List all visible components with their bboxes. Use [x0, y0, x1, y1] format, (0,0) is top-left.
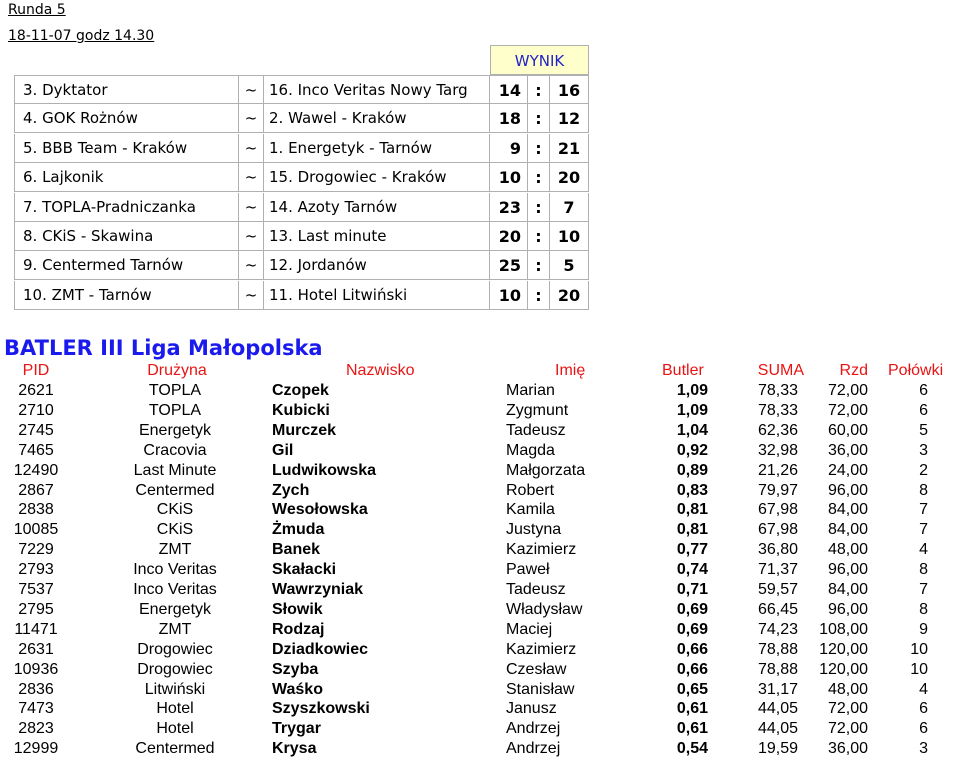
match-away-team — [264, 222, 490, 251]
match-row — [14, 251, 589, 280]
suma-cell: 44,05 — [757, 700, 798, 718]
rzd-cell: 72,00 — [827, 401, 868, 419]
match-separator: ~ — [239, 251, 264, 280]
surname-cell: Trygar — [272, 720, 321, 738]
name-cell: Zygmunt — [506, 401, 569, 419]
suma-cell: 78,33 — [757, 382, 798, 399]
team-cell: Last Minute — [133, 461, 217, 479]
pid-cell: 2793 — [18, 561, 54, 579]
match-home-score: 9 — [490, 134, 528, 163]
team-cell: CKiS — [156, 501, 194, 519]
surname-cell: Rodzaj — [272, 620, 325, 638]
match-home-score: 23 — [490, 193, 528, 222]
butler-cell: 1,09 — [676, 382, 708, 399]
polowki-cell: 5 — [919, 421, 928, 439]
butler-cell: 0,61 — [676, 700, 708, 718]
team-cell: CKiS — [156, 521, 194, 539]
match-home-team: 8. CKiS - Skawina — [14, 222, 239, 251]
match-away-score: 20 — [550, 281, 589, 310]
rzd-cell: 72,00 — [827, 720, 868, 738]
col-header-pid: PID — [22, 362, 50, 379]
match-home-score: 10 — [490, 163, 528, 192]
match-away-team — [264, 193, 490, 222]
team-cell: Energetyk — [138, 600, 212, 618]
butler-cell: 0,66 — [676, 640, 708, 658]
surname-cell: Dziadkowiec — [272, 640, 369, 658]
name-cell: Robert — [506, 481, 555, 499]
match-row — [14, 75, 589, 104]
polowki-cell: 7 — [919, 581, 928, 598]
match-home-team: 3. Dyktator — [14, 75, 239, 104]
butler-cell: 0,69 — [676, 620, 708, 638]
match-home-score: 14 — [490, 75, 528, 104]
match-separator: ~ — [239, 222, 264, 251]
pid-cell: 10936 — [13, 660, 59, 678]
name-cell: Justyna — [506, 521, 562, 539]
results-table — [14, 45, 589, 315]
butler-row — [0, 580, 960, 600]
rzd-cell: 48,00 — [827, 680, 868, 698]
match-away-team-text: 16. Inco Veritas Nowy Targ — [269, 81, 468, 99]
surname-cell: Wawrzyniak — [272, 581, 363, 598]
suma-cell: 66,45 — [757, 600, 798, 618]
col-header-team: Drużyna — [147, 362, 207, 379]
butler-row — [0, 600, 960, 620]
rzd-cell: 84,00 — [827, 501, 868, 519]
butler-cell: 0,81 — [676, 521, 708, 539]
rzd-cell: 96,00 — [827, 481, 868, 499]
name-cell: Kamila — [506, 501, 555, 519]
match-home-score: 25 — [490, 251, 528, 280]
rzd-cell: 60,00 — [827, 421, 868, 439]
surname-cell: Krysa — [272, 740, 317, 758]
match-away-score: 16 — [550, 75, 589, 104]
rzd-cell: 48,00 — [827, 541, 868, 559]
polowki-cell: 6 — [919, 700, 928, 718]
name-cell: Paweł — [506, 561, 550, 579]
pid-cell: 2631 — [18, 640, 54, 658]
name-cell: Władysław — [506, 600, 583, 618]
polowki-cell: 8 — [919, 481, 928, 499]
butler-row — [0, 500, 960, 520]
suma-cell: 78,33 — [757, 401, 798, 419]
team-cell: Centermed — [135, 481, 215, 499]
polowki-cell: 2 — [919, 461, 928, 479]
butler-row — [0, 441, 960, 461]
name-cell: Marian — [506, 382, 555, 399]
match-score-colon: : — [528, 193, 550, 222]
polowki-cell: 7 — [919, 501, 928, 519]
match-row — [14, 163, 589, 192]
match-home-team: 6. Lajkonik — [14, 163, 239, 192]
butler-cell: 0,61 — [676, 720, 708, 738]
match-row — [14, 193, 589, 222]
name-cell: Janusz — [506, 700, 557, 718]
butler-row — [0, 680, 960, 700]
suma-cell: 19,59 — [757, 740, 798, 758]
name-cell: Małgorzata — [506, 461, 586, 479]
pid-cell: 2867 — [18, 481, 54, 499]
match-away-team-text: 12. Jordanów — [269, 256, 367, 275]
pid-cell: 2710 — [18, 401, 54, 419]
match-away-team-text: 11. Hotel Litwiński — [269, 285, 408, 304]
polowki-cell: 6 — [919, 720, 928, 738]
name-cell: Stanisław — [506, 680, 575, 698]
butler-row — [0, 540, 960, 560]
team-cell: Inco Veritas — [133, 561, 217, 579]
col-header-surname: Nazwisko — [346, 362, 415, 379]
suma-cell: 74,23 — [757, 620, 798, 638]
butler-row — [0, 620, 960, 640]
suma-cell: 32,98 — [757, 441, 798, 459]
match-separator: ~ — [239, 104, 264, 133]
team-cell: Inco Veritas — [133, 581, 217, 598]
suma-cell: 36,80 — [757, 541, 798, 559]
surname-cell: Murczek — [272, 421, 337, 439]
match-score-colon: : — [528, 222, 550, 251]
butler-cell: 1,04 — [676, 421, 708, 439]
pid-cell: 7473 — [18, 700, 54, 718]
polowki-cell: 10 — [910, 660, 928, 678]
name-cell: Magda — [506, 441, 555, 459]
match-row — [14, 281, 589, 310]
match-away-team — [264, 251, 490, 280]
name-cell: Maciej — [506, 620, 553, 638]
rzd-cell: 72,00 — [827, 382, 868, 399]
polowki-cell: 8 — [919, 561, 928, 579]
surname-cell: Skałacki — [272, 561, 337, 579]
butler-row — [0, 461, 960, 481]
butler-cell: 0,65 — [676, 680, 708, 698]
pid-cell: 10085 — [13, 521, 59, 539]
butler-row — [0, 401, 960, 421]
suma-cell: 79,97 — [757, 481, 798, 499]
team-cell: Hotel — [156, 700, 194, 718]
match-home-team: 5. BBB Team - Kraków — [14, 134, 239, 163]
col-header-rzd: Rzd — [839, 362, 868, 379]
surname-cell: Gil — [272, 441, 294, 459]
team-cell: Cracovia — [143, 441, 207, 459]
suma-cell: 78,88 — [757, 660, 798, 678]
butler-row — [0, 660, 960, 680]
match-away-score: 5 — [550, 251, 589, 280]
butler-row — [0, 381, 960, 401]
suma-cell: 62,36 — [757, 421, 798, 439]
match-separator: ~ — [239, 163, 264, 192]
match-away-team — [264, 281, 490, 310]
pid-cell: 2838 — [18, 501, 54, 519]
pid-cell: 12490 — [13, 461, 59, 479]
team-cell: Litwiński — [144, 680, 206, 698]
match-away-team — [264, 75, 490, 104]
name-cell: Kazimierz — [506, 640, 577, 658]
team-cell: TOPLA — [148, 401, 202, 419]
surname-cell: Ludwikowska — [272, 461, 377, 479]
match-row — [14, 222, 589, 251]
pid-cell: 11471 — [14, 620, 58, 638]
butler-row — [0, 699, 960, 719]
rzd-cell: 36,00 — [827, 740, 868, 758]
polowki-cell: 3 — [919, 740, 928, 758]
col-header-name: Imię — [555, 362, 586, 379]
pid-cell: 7229 — [18, 541, 54, 559]
surname-cell: Szyba — [272, 660, 319, 678]
match-score-colon: : — [528, 251, 550, 280]
match-score-colon: : — [528, 104, 550, 133]
butler-row — [0, 739, 960, 759]
rzd-cell: 96,00 — [827, 561, 868, 579]
match-score-colon: : — [528, 75, 550, 104]
pid-cell: 12999 — [13, 740, 59, 758]
surname-cell: Wesołowska — [272, 501, 368, 519]
match-separator: ~ — [239, 75, 264, 104]
suma-cell: 78,88 — [757, 640, 798, 658]
match-home-score: 18 — [490, 104, 528, 133]
butler-cell: 0,92 — [676, 441, 708, 459]
match-home-team: 10. ZMT - Tarnów — [14, 281, 239, 310]
match-score-colon: : — [528, 134, 550, 163]
col-header-polowki: Połówki — [888, 362, 944, 379]
butler-cell: 0,83 — [676, 481, 708, 499]
match-away-team — [264, 134, 490, 163]
surname-cell: Słowik — [272, 600, 323, 618]
pid-cell: 7465 — [18, 441, 54, 459]
butler-row — [0, 640, 960, 660]
match-away-team — [264, 104, 490, 133]
pid-cell: 2745 — [18, 421, 54, 439]
butler-row — [0, 719, 960, 739]
rzd-cell: 24,00 — [827, 461, 868, 479]
date-label: 18-11-07 godz 14.30 — [8, 28, 155, 44]
suma-cell: 67,98 — [757, 521, 798, 539]
team-cell: Drogowiec — [137, 660, 213, 678]
match-separator: ~ — [239, 134, 264, 163]
match-away-score: 12 — [550, 104, 589, 133]
name-cell: Tadeusz — [506, 421, 566, 439]
team-cell: Hotel — [156, 720, 194, 738]
suma-cell: 31,17 — [757, 680, 798, 698]
wynik-header: WYNIK — [490, 45, 589, 75]
pid-cell: 7537 — [18, 581, 54, 598]
polowki-cell: 4 — [919, 541, 928, 559]
rzd-cell: 36,00 — [827, 441, 868, 459]
name-cell: Andrzej — [506, 720, 561, 738]
surname-cell: Waśko — [272, 680, 323, 698]
match-row — [14, 134, 589, 163]
match-home-team: 4. GOK Rożnów — [14, 104, 239, 133]
team-cell: Centermed — [135, 740, 215, 758]
surname-cell: Szyszkowski — [272, 700, 370, 718]
rzd-cell: 108,00 — [819, 620, 868, 638]
match-away-score: 20 — [550, 163, 589, 192]
match-away-score: 21 — [550, 134, 589, 163]
surname-cell: Banek — [272, 541, 321, 559]
butler-cell: 0,77 — [676, 541, 708, 559]
match-away-score: 10 — [550, 222, 589, 251]
butler-cell: 0,89 — [676, 461, 708, 479]
polowki-cell: 6 — [919, 382, 928, 399]
match-home-team: 7. TOPLA-Pradniczanka — [14, 193, 239, 222]
polowki-cell: 4 — [919, 680, 928, 698]
butler-row — [0, 421, 960, 441]
match-away-team-text: 2. Wawel - Kraków — [269, 109, 407, 128]
pid-cell: 2823 — [18, 720, 54, 738]
pid-cell: 2836 — [18, 680, 54, 698]
polowki-cell: 6 — [919, 401, 928, 419]
match-score-colon: : — [528, 281, 550, 310]
pid-cell: 2621 — [18, 382, 54, 399]
match-separator: ~ — [239, 281, 264, 310]
match-away-team-text: 15. Drogowiec - Kraków — [269, 168, 447, 187]
match-score-colon: : — [528, 163, 550, 192]
match-separator: ~ — [239, 193, 264, 222]
polowki-cell: 3 — [919, 441, 928, 459]
col-header-butler: Butler — [662, 362, 704, 379]
name-cell: Czesław — [506, 660, 567, 678]
butler-cell: 0,69 — [676, 600, 708, 618]
name-cell: Andrzej — [506, 740, 561, 758]
match-away-team-text: 1. Energetyk - Tarnów — [269, 138, 433, 157]
suma-cell: 21,26 — [757, 461, 798, 479]
surname-cell: Kubicki — [272, 401, 330, 419]
butler-row — [0, 520, 960, 540]
team-cell: ZMT — [158, 620, 192, 638]
match-home-score: 20 — [490, 222, 528, 251]
team-cell: TOPLA — [148, 382, 202, 399]
butler-cell: 0,54 — [676, 740, 708, 758]
match-away-score: 7 — [550, 193, 589, 222]
match-away-team-text: 14. Azoty Tarnów — [269, 197, 398, 216]
suma-cell: 44,05 — [757, 720, 798, 738]
surname-cell: Zych — [272, 481, 310, 499]
butler-row — [0, 481, 960, 501]
team-cell: ZMT — [158, 541, 192, 559]
match-away-team — [264, 163, 490, 192]
butler-header-row — [0, 361, 960, 381]
suma-cell: 71,37 — [757, 561, 798, 579]
butler-title: BATLER III Liga Małopolska — [4, 336, 323, 360]
butler-cell: 0,81 — [676, 501, 708, 519]
round-label: Runda 5 — [8, 2, 66, 18]
match-home-team: 9. Centermed Tarnów — [14, 251, 239, 280]
col-header-suma: SUMA — [757, 362, 804, 379]
rzd-cell: 72,00 — [827, 700, 868, 718]
rzd-cell: 96,00 — [827, 600, 868, 618]
match-row — [14, 104, 589, 133]
rzd-cell: 120,00 — [819, 640, 868, 658]
butler-cell: 0,74 — [676, 561, 708, 579]
suma-cell: 67,98 — [757, 501, 798, 519]
rzd-cell: 84,00 — [827, 521, 868, 539]
name-cell: Kazimierz — [506, 541, 577, 559]
surname-cell: Żmuda — [272, 521, 325, 539]
match-home-score: 10 — [490, 281, 528, 310]
butler-cell: 0,71 — [676, 581, 708, 598]
polowki-cell: 9 — [919, 620, 928, 638]
polowki-cell: 7 — [919, 521, 928, 539]
match-away-team-text: 13. Last minute — [269, 227, 387, 245]
rzd-cell: 120,00 — [819, 660, 868, 678]
surname-cell: Czopek — [272, 382, 329, 399]
team-cell: Drogowiec — [137, 640, 213, 658]
rzd-cell: 84,00 — [827, 581, 868, 598]
polowki-cell: 8 — [919, 600, 928, 618]
butler-cell: 1,09 — [676, 401, 708, 419]
butler-row — [0, 560, 960, 580]
suma-cell: 59,57 — [757, 581, 798, 598]
team-cell: Energetyk — [138, 421, 212, 439]
butler-cell: 0,66 — [676, 660, 708, 678]
polowki-cell: 10 — [910, 640, 928, 658]
name-cell: Tadeusz — [506, 581, 566, 598]
pid-cell: 2795 — [18, 600, 54, 618]
